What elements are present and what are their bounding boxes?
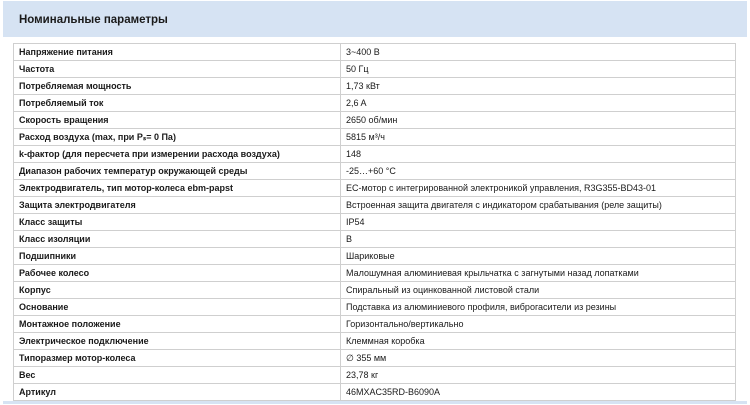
table-row: [14, 44, 736, 61]
param-value: Спиральный из оцинкованной листовой стали: [341, 282, 736, 299]
param-value: Горизонтально/вертикально: [341, 316, 736, 333]
param-label: Монтажное положение: [14, 316, 341, 333]
param-label: Частота: [14, 61, 341, 78]
param-value: 46MXAC35RD-B6090A: [341, 384, 736, 401]
param-label: Электрическое подключение: [14, 333, 341, 350]
param-label: Скорость вращения: [14, 112, 341, 129]
param-value: 2,6 A: [341, 95, 736, 112]
section-header: [3, 1, 747, 37]
param-label: Потребляемая мощность: [14, 78, 341, 95]
table-row: [14, 129, 736, 146]
param-value: 2650 об/мин: [341, 112, 736, 129]
param-value: 50 Гц: [341, 61, 736, 78]
param-label: Класс изоляции: [14, 231, 341, 248]
table-row: [14, 282, 736, 299]
table-row: [14, 316, 736, 333]
table-row: [14, 197, 736, 214]
param-value: IP54: [341, 214, 736, 231]
param-value: -25…+60 °C: [341, 163, 736, 180]
param-value: ∅ 355 мм: [341, 350, 736, 367]
param-label: Типоразмер мотор-колеса: [14, 350, 341, 367]
param-label: k-фактор (для пересчета при измерении расхода воздуха): [14, 146, 341, 163]
param-label: Основание: [14, 299, 341, 316]
param-label: Защита электродвигателя: [14, 197, 341, 214]
param-label: Электродвигатель, тип мотор-колеса ebm-papst: [14, 180, 341, 197]
footer-divider: [3, 401, 747, 404]
param-value: 1,73 кВт: [341, 78, 736, 95]
table-row: [14, 95, 736, 112]
table-row: [14, 214, 736, 231]
section-title: Номинальные параметры: [19, 14, 168, 26]
param-label: Класс защиты: [14, 214, 341, 231]
param-value: 3~400 В: [341, 44, 736, 61]
param-label: Диапазон рабочих температур окружающей среды: [14, 163, 341, 180]
param-label: Расход воздуха (max, при Pₛ= 0 Па): [14, 129, 341, 146]
table-row: [14, 180, 736, 197]
param-label: Корпус: [14, 282, 341, 299]
spec-table-body: [14, 44, 736, 401]
table-row: [14, 78, 736, 95]
table-row: [14, 146, 736, 163]
table-row: [14, 231, 736, 248]
table-row: [14, 333, 736, 350]
spec-table: [13, 43, 736, 401]
table-row: [14, 248, 736, 265]
table-row: [14, 61, 736, 78]
param-value: 148: [341, 146, 736, 163]
param-value: B: [341, 231, 736, 248]
param-value: Встроенная защита двигателя с индикатором срабатывания (реле защиты): [341, 197, 736, 214]
param-value: Подставка из алюминиевого профиля, виброгасители из резины: [341, 299, 736, 316]
table-row: [14, 299, 736, 316]
table-row: [14, 367, 736, 384]
table-row: [14, 350, 736, 367]
table-row: [14, 112, 736, 129]
param-label: Напряжение питания: [14, 44, 341, 61]
table-row: [14, 265, 736, 282]
param-value: 23,78 кг: [341, 367, 736, 384]
param-value: Клеммная коробка: [341, 333, 736, 350]
param-value: EC-мотор с интегрированной электроникой управления, R3G355-BD43-01: [341, 180, 736, 197]
param-value: Малошумная алюминиевая крыльчатка с загнутыми назад лопатками: [341, 265, 736, 282]
param-label: Потребляемый ток: [14, 95, 341, 112]
param-value: 5815 м³/ч: [341, 129, 736, 146]
param-label: Вес: [14, 367, 341, 384]
param-label: Подшипники: [14, 248, 341, 265]
table-row: [14, 384, 736, 401]
param-label: Рабочее колесо: [14, 265, 341, 282]
param-value: Шариковые: [341, 248, 736, 265]
table-row: [14, 163, 736, 180]
param-label: Артикул: [14, 384, 341, 401]
